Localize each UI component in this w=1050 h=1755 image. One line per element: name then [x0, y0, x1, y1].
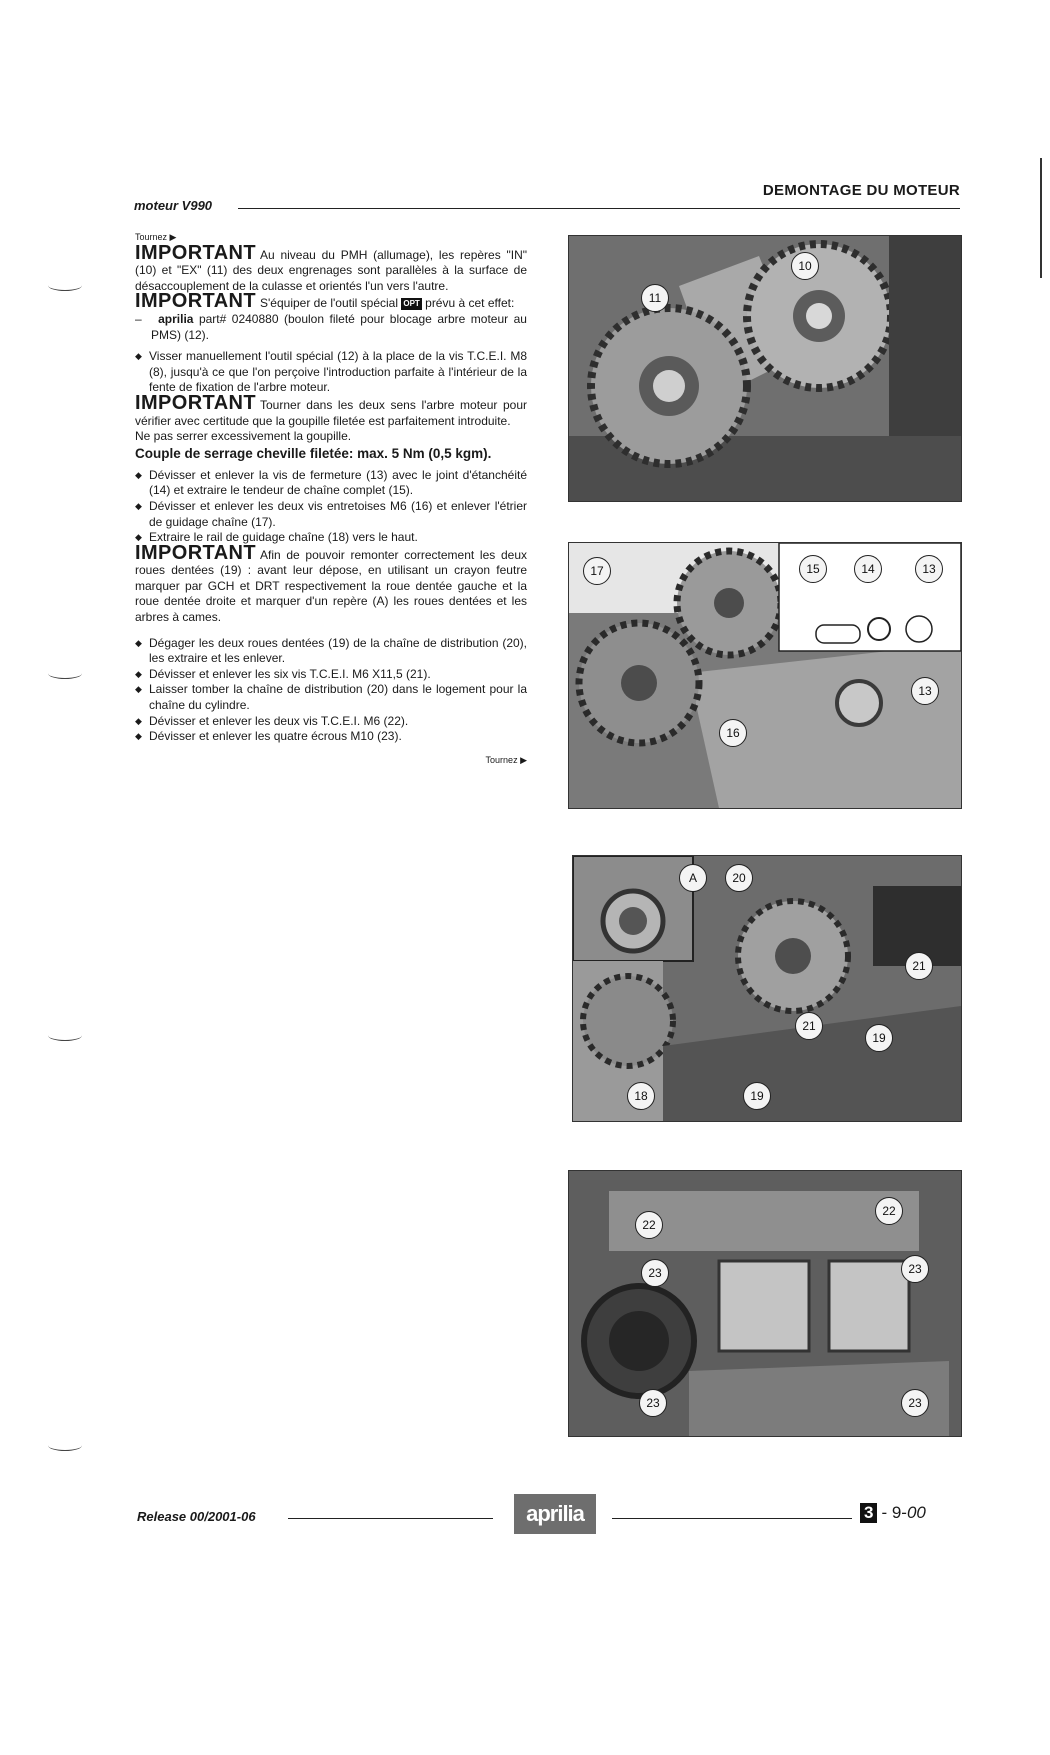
callout-18: 18 — [627, 1082, 655, 1110]
photo-chain-tensioner-image — [569, 543, 961, 808]
torque-spec: Couple de serrage cheville filetée: max. 5 Nm (0,5 kgm). — [135, 445, 492, 461]
release-label: Release 00/2001-06 — [137, 1509, 256, 1524]
tool-reference: – aprilia part# 0240880 (boulon fileté pour blocage arbre moteur au PMS) (12). — [135, 311, 527, 342]
photo-timing-gears — [568, 235, 962, 502]
section-title: DEMONTAGE DU MOTEUR — [762, 182, 960, 199]
callout-21: 21 — [795, 1012, 823, 1040]
callout-20: 20 — [725, 864, 753, 892]
model-label: moteur V990 — [134, 198, 213, 213]
page-number — [860, 1503, 926, 1523]
list-item: ◆ Dégager les deux roues dentées (19) de la chaîne de distribution (20), les extraire et les enlever. — [135, 636, 527, 667]
photo-timing-chain-image — [573, 856, 961, 1121]
photo-chain-tensioner — [568, 542, 962, 809]
list-item: ◆ Visser manuellement l'outil spécial (12) à la place de la vis T.C.E.I. M8 (8), jusqu'à ce que l'on perçoive l'introduction parfaite à l'intérieur de la fente de fixation de l'arbre moteur. — [135, 349, 527, 396]
bullet-list-1 — [135, 349, 527, 396]
aprilia-logo: aprilia — [514, 1494, 596, 1534]
page-number-suffix: 00 — [906, 1503, 926, 1522]
callout-21-right: 21 — [905, 952, 933, 980]
page-number-text: - 9- — [881, 1503, 907, 1522]
callout-16: 16 — [719, 719, 747, 747]
bullet-list-3 — [135, 636, 527, 745]
important-3 — [135, 391, 527, 429]
callout-10: 10 — [791, 252, 819, 280]
brand-name: aprilia — [158, 311, 194, 326]
callout-A: A — [679, 864, 707, 892]
list-item: ◆ Dévisser et enlever la vis de fermeture (13) avec le joint d'étanchéité (14) et extraire le tendeur de chaîne complet (15). — [135, 468, 527, 499]
page-edge-line — [1040, 158, 1042, 278]
chapter-number: 3 — [860, 1503, 877, 1523]
callout-17: 17 — [583, 557, 611, 585]
callout-23-bottom-left: 23 — [639, 1389, 667, 1417]
tool-part-text: part# 0240880 (boulon fileté pour blocage arbre moteur au PMS) (12). — [151, 311, 527, 342]
important-1 — [135, 241, 527, 295]
important-label: IMPORTANT — [135, 290, 256, 313]
callout-13: 13 — [911, 677, 939, 705]
callout-19: 19 — [743, 1082, 771, 1110]
callout-11: 11 — [641, 284, 669, 312]
important-3-text: Tourner dans les deux sens l'arbre moteur pour vérifier avec certitude que la goupille filetée est parfaitement introduite. — [135, 397, 527, 428]
opt-badge: OPT — [403, 299, 420, 309]
important-3-note: Ne pas serrer excessivement la goupille. — [135, 429, 352, 444]
important-label: IMPORTANT — [135, 241, 256, 264]
callout-22-right: 22 — [875, 1197, 903, 1225]
callout-13-inset: 13 — [915, 555, 943, 583]
list-item: ◆ Extraire le rail de guidage chaîne (18) vers le haut. — [135, 530, 527, 546]
list-item: ◆ Laisser tomber la chaîne de distribution (20) dans le logement pour la chaîne du cylindre. — [135, 682, 527, 713]
callout-23-bottom-right: 23 — [901, 1389, 929, 1417]
important-2-text-a: S'équiper de l'outil spécial — [260, 296, 398, 311]
text-column — [135, 230, 527, 768]
important-1-text: Au niveau du PMH (allumage), les repères "IN" (10) et "EX" (11) des deux engrenages sont parallèles à la surface de désaccouplement de la culasse et orientés l'un vers l'autre. — [135, 247, 527, 293]
important-2 — [135, 290, 527, 313]
list-item: ◆ Dévisser et enlever les quatre écrous M10 (23). — [135, 729, 527, 745]
footer-rule-right — [612, 1518, 852, 1519]
binding-mark — [48, 668, 82, 679]
callout-23-left: 23 — [641, 1259, 669, 1287]
header-rule — [238, 208, 960, 209]
important-2-text-b: prévu à cet effet: — [425, 296, 515, 311]
callout-22-left: 22 — [635, 1211, 663, 1239]
binding-mark — [48, 1440, 82, 1451]
important-4-text: Afin de pouvoir remonter correctement les deux roues dentées (19) : avant leur dépose, en utilisant un crayon feutre marquer par GCH et DRT respectivement la roue dentée gauche et la roue dentée droite et marquer d'un repère (A) les roues dentées et les arbres à cames. — [135, 547, 527, 625]
binding-mark — [48, 1030, 82, 1041]
footer-rule-left — [288, 1518, 493, 1519]
photo-timing-chain — [572, 855, 962, 1122]
list-item: ◆ Dévisser et enlever les deux vis T.C.E.I. M6 (22). — [135, 714, 527, 730]
callout-19-right: 19 — [865, 1024, 893, 1052]
list-item: ◆ Dévisser et enlever les six vis T.C.E.I. M6 X11,5 (21). — [135, 667, 527, 683]
important-4 — [135, 541, 527, 626]
binding-mark — [48, 280, 82, 291]
bullet-list-2 — [135, 468, 527, 546]
important-label: IMPORTANT — [135, 391, 256, 414]
callout-14: 14 — [854, 555, 882, 583]
photo-cylinder-head — [568, 1170, 962, 1437]
list-item: ◆ Dévisser et enlever les deux vis entretoises M6 (16) et enlever l'étrier de guidage chaîne (17). — [135, 499, 527, 530]
photo-timing-gears-image — [569, 236, 961, 501]
callout-23-right: 23 — [901, 1255, 929, 1283]
callout-15: 15 — [799, 555, 827, 583]
turn-page-top: Tournez ▶ — [135, 232, 177, 242]
turn-page-bottom: Tournez ▶ — [485, 754, 527, 765]
important-label: IMPORTANT — [135, 541, 256, 564]
